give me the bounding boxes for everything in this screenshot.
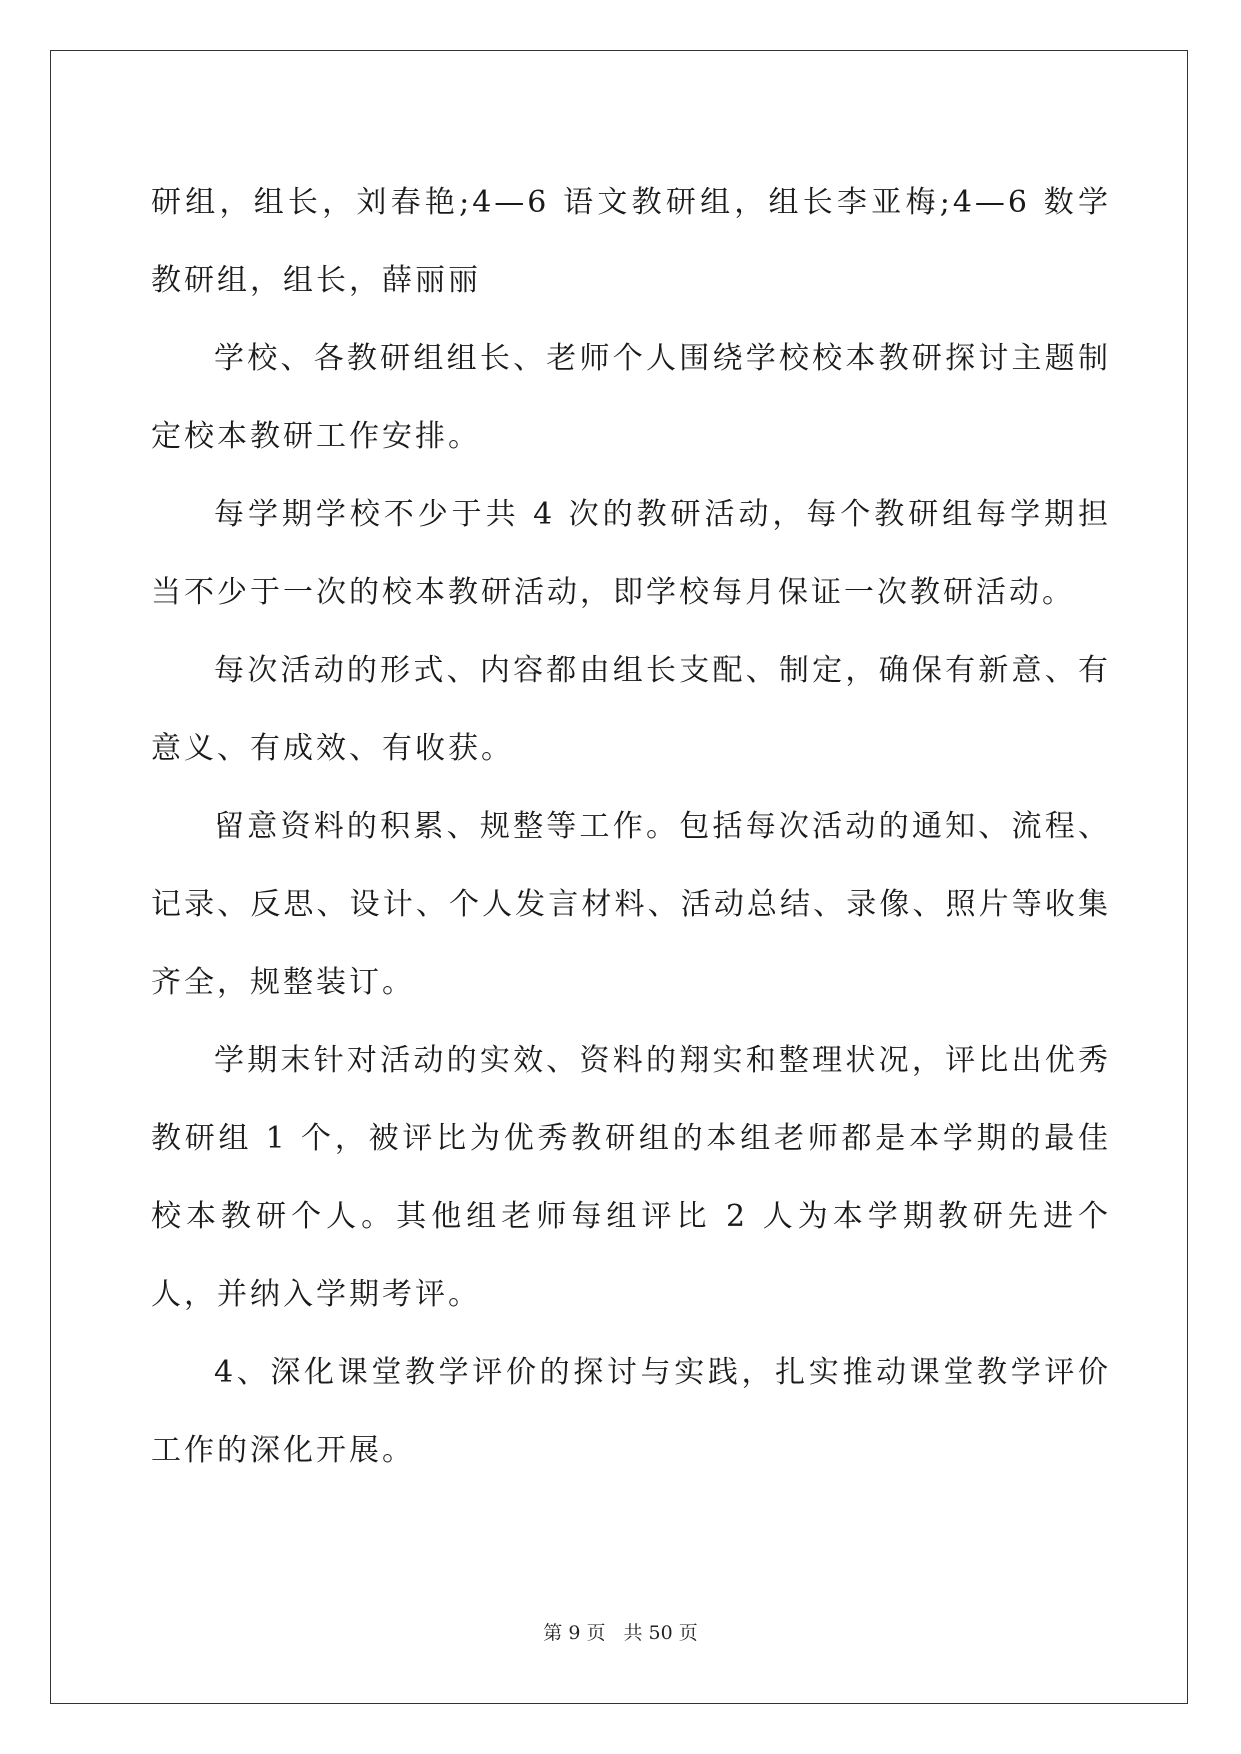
paragraph-5: 留意资料的积累、规整等工作。包括每次活动的通知、流程、记录、反思、设计、个人发言材料、活动总结、录像、照片等收集齐全，规整装订。 [151,809,1111,1000]
document-body [151,164,1111,1490]
page-number-total: 共 50 页 [623,1622,698,1644]
paragraph-2: 学校、各教研组组长、老师个人围绕学校校本教研探讨主题制定校本教研工作安排。 [151,341,1111,454]
paragraph-4: 每次活动的形式、内容都由组长支配、制定，确保有新意、有意义、有成效、有收获。 [151,653,1111,766]
page-number-current: 第 9 页 [543,1622,606,1644]
page-footer [0,1618,1241,1645]
paragraph-7: 4、深化课堂教学评价的探讨与实践，扎实推动课堂教学评价工作的深化开展。 [151,1355,1111,1468]
paragraph-3: 每学期学校不少于共 4 次的教研活动，每个教研组每学期担当不少于一次的校本教研活动，即学校每月保证一次教研活动。 [151,497,1111,610]
paragraph-1: 研组，组长，刘春艳;4—6 语文教研组，组长李亚梅;4—6 数学教研组，组长，薛丽丽 [151,185,1111,298]
paragraph-6: 学期末针对活动的实效、资料的翔实和整理状况，评比出优秀教研组 1 个，被评比为优秀教研组的本组老师都是本学期的最佳校本教研个人。其他组老师每组评比 2 人为本学期教研先进个人，并纳入学期考评。 [151,1043,1111,1312]
